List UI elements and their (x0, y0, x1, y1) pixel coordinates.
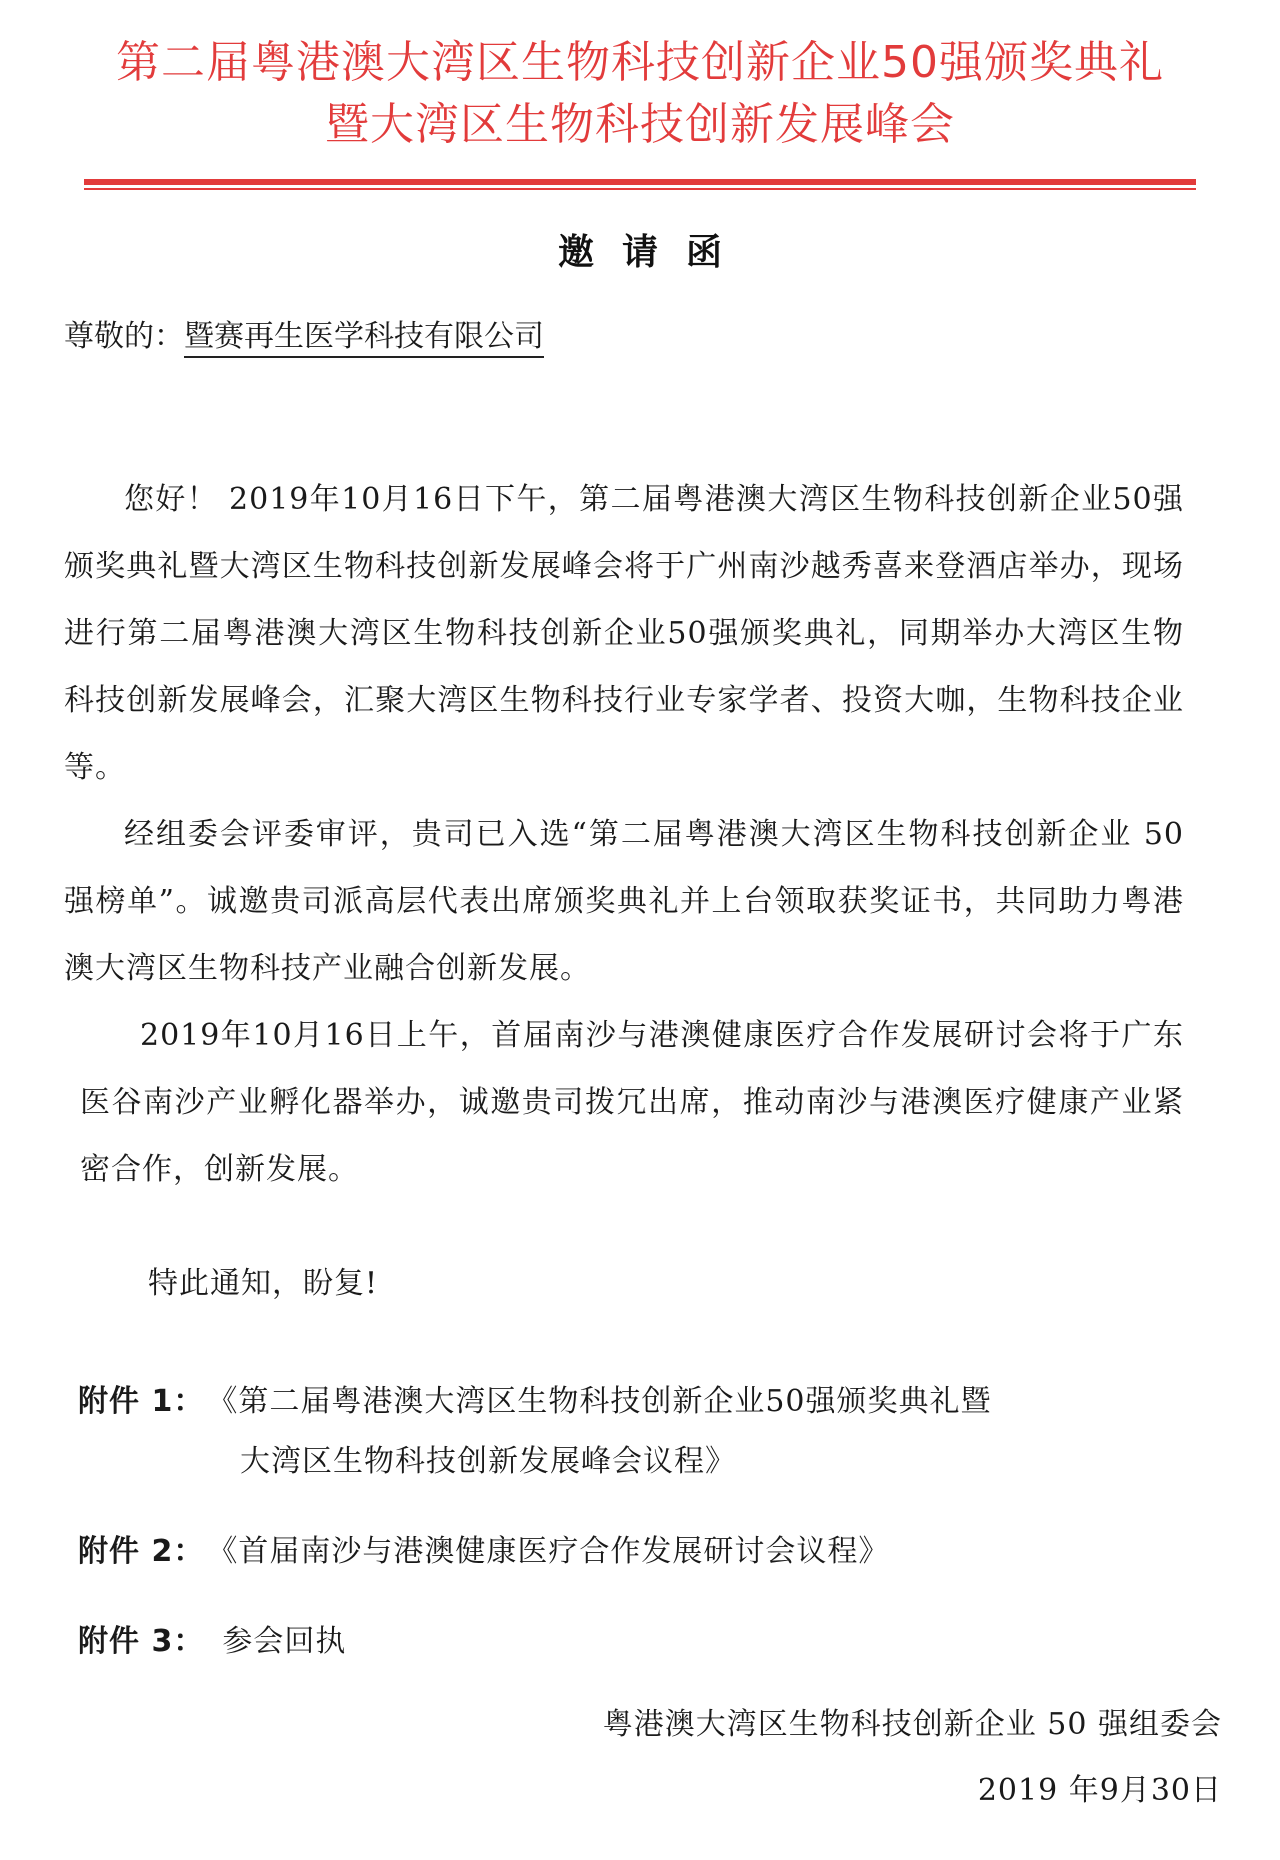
signing-date: 2019 年9月30日 (977, 1773, 1222, 1808)
attachment-item (78, 1372, 1198, 1492)
header-divider-thin (84, 188, 1196, 190)
attachment-title: 参会回执 (222, 1624, 347, 1659)
attachment-title: 《首届南沙与港澳健康医疗合作发展研讨会议程》 (222, 1534, 890, 1569)
closing-remark: 特此通知，盼复! (148, 1266, 379, 1301)
attachment-title-continued: 大湾区生物科技创新发展峰会议程》 (240, 1444, 736, 1479)
attachment-item (78, 1522, 1198, 1582)
recipient-name: 暨赛再生医学科技有限公司 (184, 319, 544, 358)
attachment-title: 《第二届粤港澳大湾区生物科技创新企业50强颁奖典礼暨 (222, 1384, 992, 1419)
document-header (70, 32, 1210, 156)
salutation (64, 315, 544, 359)
attachment-item (78, 1612, 1198, 1672)
attachments-list (78, 1372, 1198, 1702)
document-title: 邀请函 (557, 232, 750, 273)
body-paragraph: 经组委会评委审评，贵司已入选“第二届粤港澳大湾区生物科技创新企业 50 强榜单”。诚邀贵司派高层代表出席颁奖典礼并上台领取获奖证书，共同助力粤港澳大湾区生物科技产业融合创新发展。 (64, 817, 1184, 986)
attachment-label: 附件 1： (78, 1384, 205, 1419)
signature-block (603, 1692, 1222, 1824)
header-divider-thick (84, 179, 1196, 185)
body-paragraph: 2019年10月16日上午，首届南沙与港澳健康医疗合作发展研讨会将于广东医谷南沙产业孵化器举办，诚邀贵司拨冗出席，推动南沙与港澳医疗健康产业紧密合作，创新发展。 (80, 1018, 1184, 1187)
header-title-line-1: 第二届粤港澳大湾区生物科技创新企业50强颁奖典礼 (116, 37, 1164, 88)
letter-body (64, 466, 1184, 1203)
header-title-line-2: 暨大湾区生物科技创新发展峰会 (325, 99, 955, 150)
signing-organization: 粤港澳大湾区生物科技创新企业 50 强组委会 (602, 1707, 1222, 1742)
body-paragraph: 您好！ 2019年10月16日下午，第二届粤港澳大湾区生物科技创新企业50强颁奖典礼暨大湾区生物科技创新发展峰会将于广州南沙越秀喜来登酒店举办，现场进行第二届粤港澳大湾区生物科技创新企业50强颁奖典礼，同期举办大湾区生物科技创新发展峰会，汇聚大湾区生物科技行业专家学者、投资大咖，生物科技企业等。 (64, 482, 1184, 785)
salutation-prefix: 尊敬的： (64, 319, 184, 354)
attachment-label: 附件 3： (78, 1624, 205, 1659)
attachment-label: 附件 2： (78, 1534, 205, 1569)
